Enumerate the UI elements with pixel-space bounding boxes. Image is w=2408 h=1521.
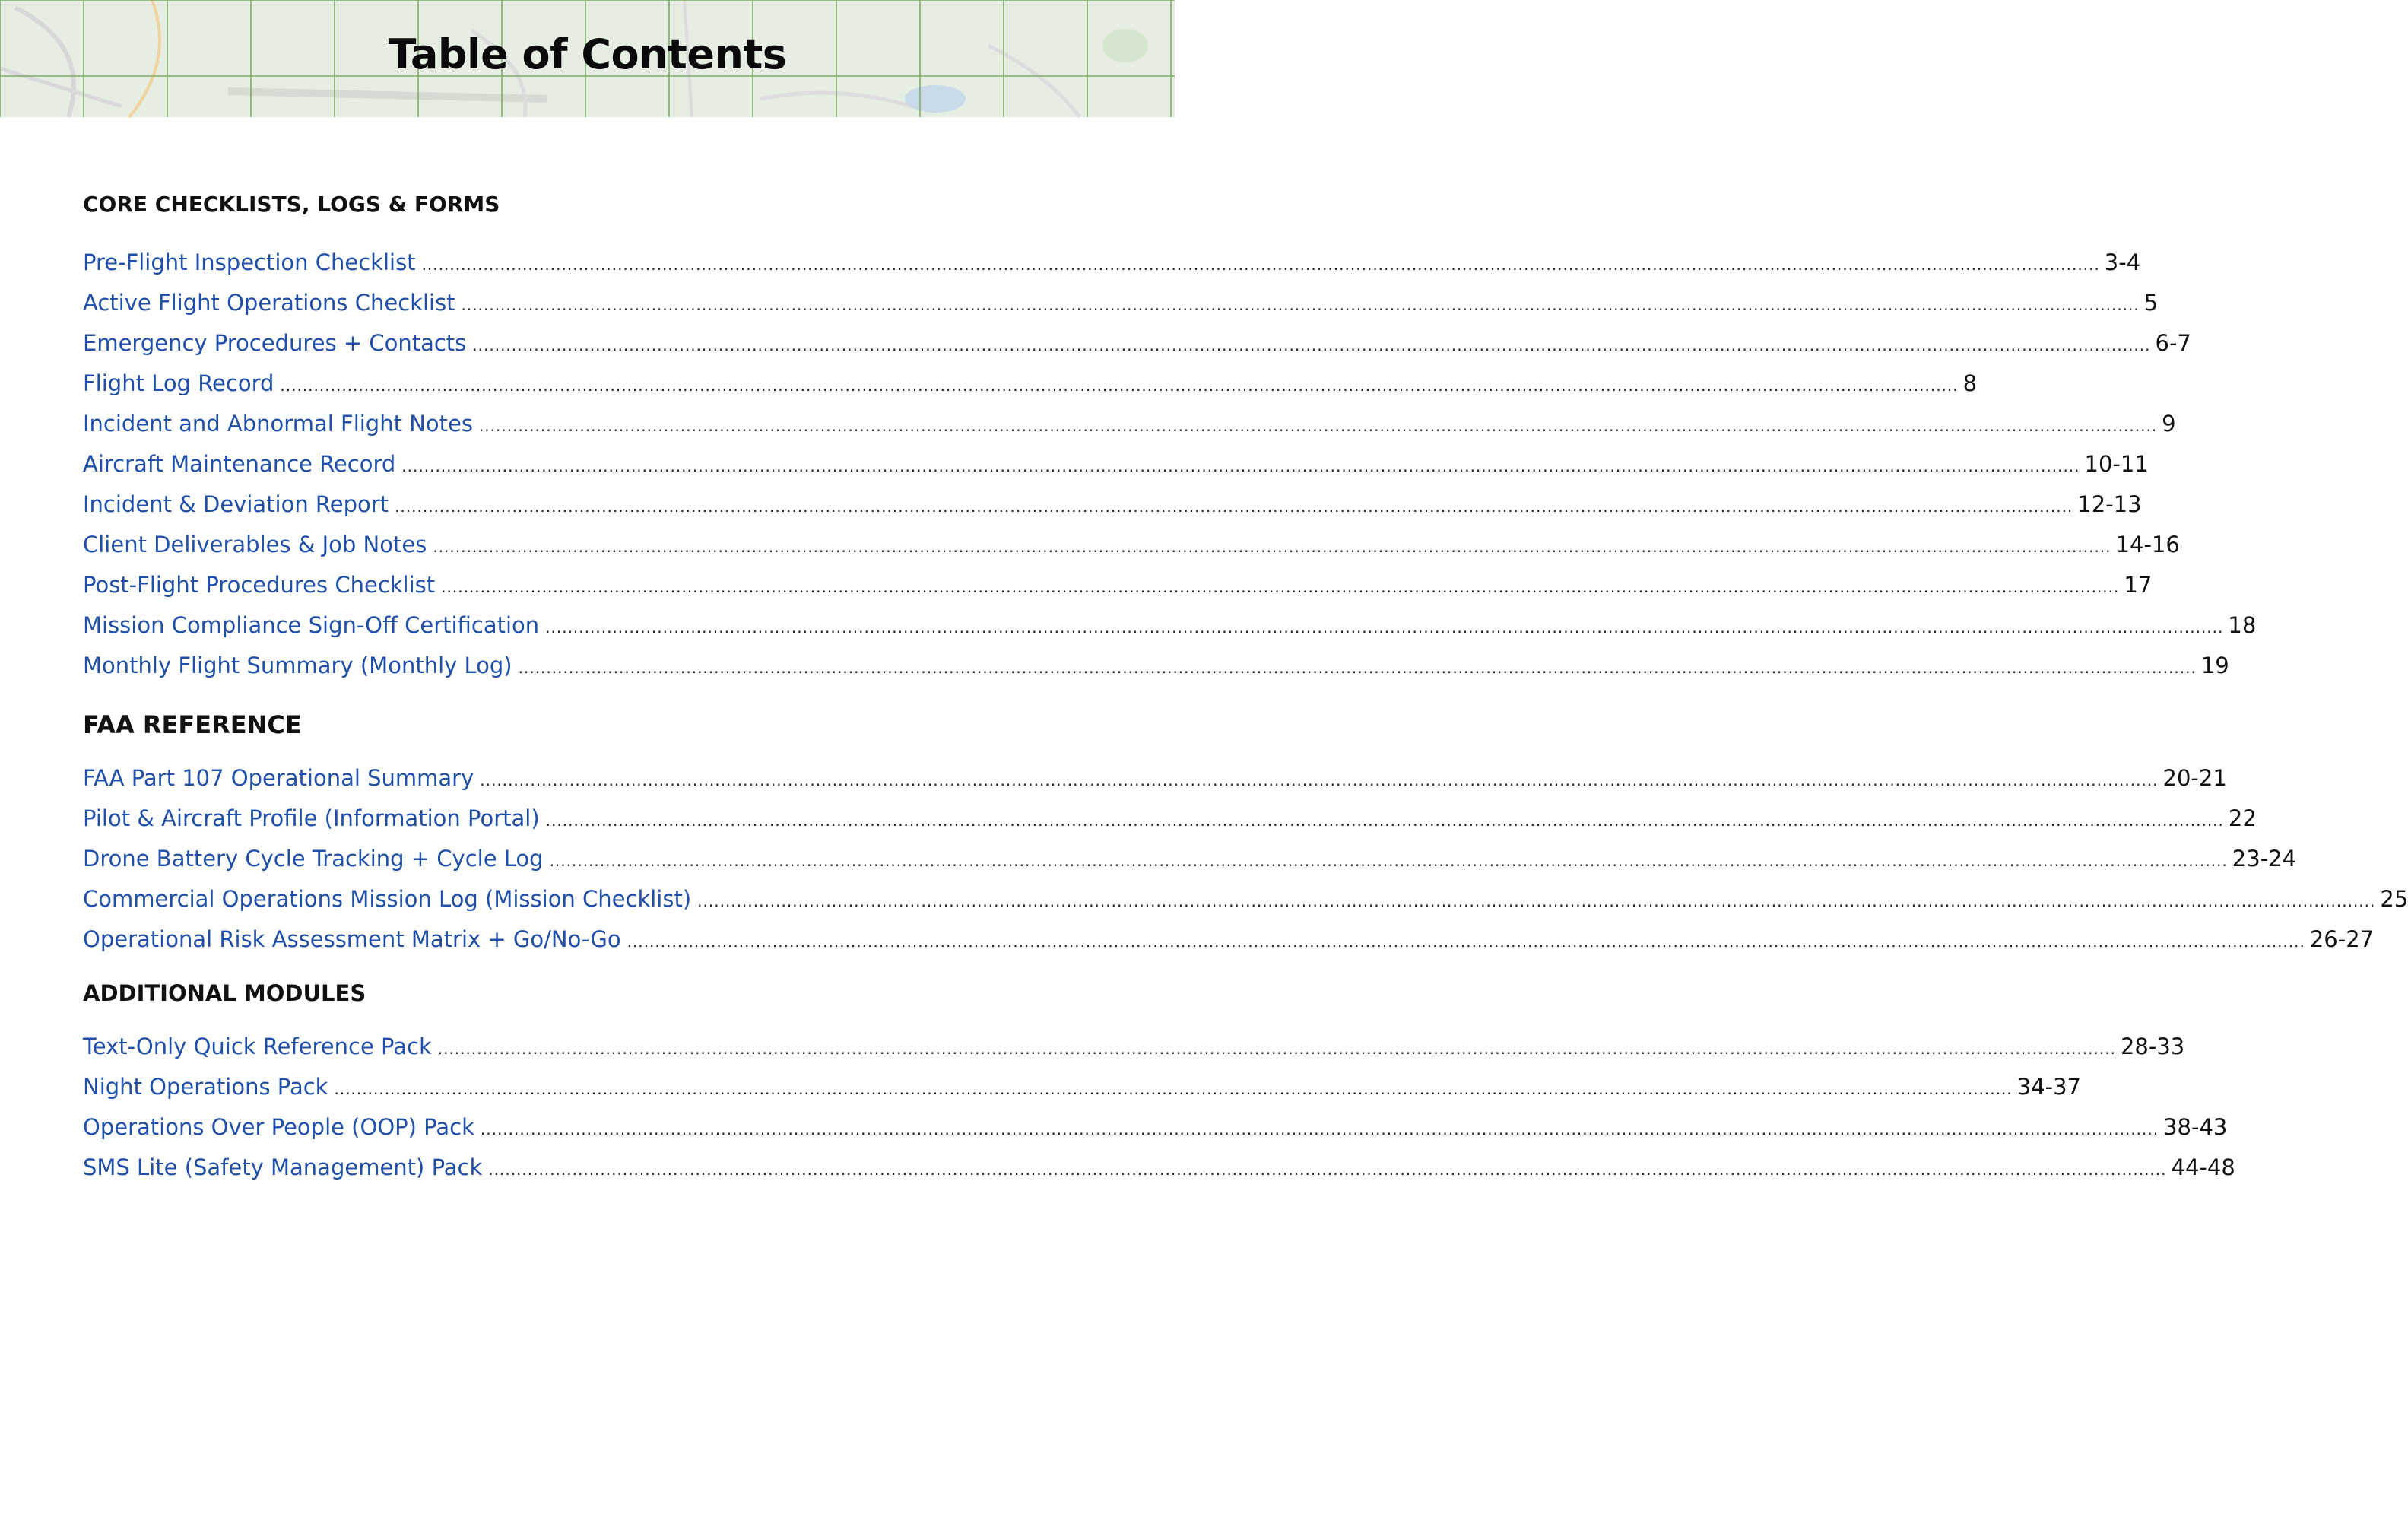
dot-leader: ............................................................................................................................................................................................................................................................................................................ [472,336,2151,354]
toc-entry-page-number: 23-24 [2232,846,2297,872]
toc-entry-link[interactable]: Incident & Deviation Report [83,491,389,517]
toc-entry-page-number: 26-27 [2309,926,2375,952]
toc-entry-page-number: 19 [2200,653,2229,678]
toc-entry-link[interactable]: FAA Part 107 Operational Summary [83,765,474,791]
toc-entry-page-number: 20-21 [2162,765,2227,791]
toc-entry-page-number: 38-43 [2163,1114,2228,1140]
dot-leader: ............................................................................................................................................................................................................................................................................................................ [627,932,2305,951]
toc-entry-page-number: 18 [2228,612,2257,638]
page-title: Table of Contents [388,30,787,78]
dot-leader: ............................................................................................................................................................................................................................................................................................................ [488,1161,2167,1179]
toc-entry-link[interactable]: Aircraft Maintenance Record [83,451,396,477]
toc-entry[interactable] [83,408,2176,439]
toc-entry[interactable] [83,803,2257,834]
toc-entry-link[interactable]: Operations Over People (OOP) Pack [83,1114,474,1140]
toc-entry-link[interactable]: Night Operations Pack [83,1074,328,1100]
toc-entry-link[interactable]: Client Deliverables & Job Notes [83,532,427,557]
toc-entry[interactable] [83,247,2141,278]
dot-leader: ............................................................................................................................................................................................................................................................................................................ [697,892,2376,910]
toc-entry-link[interactable]: Monthly Flight Summary (Monthly Log) [83,653,512,678]
toc-entry[interactable] [83,529,2180,560]
toc-entry[interactable] [83,489,2142,519]
toc-entry-page-number: 14-16 [2115,532,2180,557]
dot-leader: ............................................................................................................................................................................................................................................................................................................ [480,771,2159,789]
toc-entry-page-number: 17 [2124,572,2153,598]
dot-leader: ............................................................................................................................................................................................................................................................................................................ [421,256,2100,274]
section-heading: CORE CHECKLISTS, LOGS & FORMS [83,192,500,217]
dot-leader: ............................................................................................................................................................................................................................................................................................................ [395,497,2073,516]
toc-entry-link[interactable]: Operational Risk Assessment Matrix + Go/No-Go [83,926,621,952]
dot-leader: ............................................................................................................................................................................................................................................................................................................ [461,296,2140,314]
toc-entry[interactable] [83,843,2297,874]
toc-entry[interactable] [83,1152,2235,1183]
toc-entry-page-number: 5 [2143,290,2159,316]
toc-entry[interactable] [83,449,2149,479]
toc-entry[interactable] [83,328,2191,358]
dot-leader: ............................................................................................................................................................................................................................................................................................................ [518,659,2197,677]
toc-entry-page-number: 25 [2380,886,2408,912]
toc-entry[interactable] [83,287,2159,318]
toc-entry-link[interactable]: Mission Compliance Sign-Off Certification [83,612,540,638]
toc-entry-link[interactable]: Flight Log Record [83,370,274,396]
toc-entry-link[interactable]: Drone Battery Cycle Tracking + Cycle Log [83,846,544,872]
toc-entry[interactable] [83,368,1978,399]
toc-entry-link[interactable]: Post-Flight Procedures Checklist [83,572,436,598]
toc-entry[interactable] [83,924,2375,954]
dot-leader: ............................................................................................................................................................................................................................................................................................................ [280,376,1959,395]
dot-leader: ............................................................................................................................................................................................................................................................................................................ [433,538,2111,556]
toc-entry-link[interactable]: Pre-Flight Inspection Checklist [83,249,416,275]
toc-entry[interactable] [83,610,2257,640]
toc-entry[interactable] [83,1072,2081,1102]
toc-entry-page-number: 3-4 [2104,249,2141,275]
dot-leader: ............................................................................................................................................................................................................................................................................................................ [480,1120,2159,1138]
toc-entry[interactable] [83,1031,2185,1062]
toc-entry-page-number: 6-7 [2155,330,2191,356]
dot-leader: ............................................................................................................................................................................................................................................................................................................ [334,1080,2013,1098]
toc-entry[interactable] [83,763,2227,793]
toc-entry-page-number: 28-33 [2120,1034,2185,1059]
toc-entry[interactable] [83,650,2229,681]
toc-entry-page-number: 8 [1962,370,1978,396]
toc-entry-page-number: 10-11 [2084,451,2149,477]
toc-entry-page-number: 34-37 [2016,1074,2081,1100]
dot-leader: ............................................................................................................................................................................................................................................................................................................ [545,618,2224,637]
toc-entry[interactable] [83,570,2153,600]
toc-entry-link[interactable]: Commercial Operations Mission Log (Mission Checklist) [83,886,692,912]
section-heading: ADDITIONAL MODULES [83,980,366,1006]
toc-entry-page-number: 22 [2228,805,2257,831]
dot-leader: ............................................................................................................................................................................................................................................................................................................ [478,417,2158,435]
dot-leader: ............................................................................................................................................................................................................................................................................................................ [545,811,2224,830]
dot-leader: ............................................................................................................................................................................................................................................................................................................ [441,578,2120,596]
toc-entry-link[interactable]: Active Flight Operations Checklist [83,290,455,316]
toc-entry-page-number: 44-48 [2171,1154,2235,1180]
toc-entry-link[interactable]: Pilot & Aircraft Profile (Information Portal) [83,805,540,831]
toc-entry-page-number: 9 [2162,411,2176,437]
map-header-banner [0,0,1175,117]
dot-leader: ............................................................................................................................................................................................................................................................................................................ [437,1040,2116,1058]
toc-entry-link[interactable]: Emergency Procedures + Contacts [83,330,467,356]
section-heading: FAA REFERENCE [83,710,302,739]
toc-entry[interactable] [83,1112,2228,1142]
toc-entry-link[interactable]: Text-Only Quick Reference Pack [83,1034,432,1059]
dot-leader: ............................................................................................................................................................................................................................................................................................................ [549,852,2228,870]
toc-entry-link[interactable]: Incident and Abnormal Flight Notes [83,411,473,437]
toc-entry[interactable] [83,884,2408,914]
dot-leader: ............................................................................................................................................................................................................................................................................................................ [401,457,2080,475]
toc-entry-link[interactable]: SMS Lite (Safety Management) Pack [83,1154,483,1180]
toc-entry-page-number: 12-13 [2077,491,2142,517]
